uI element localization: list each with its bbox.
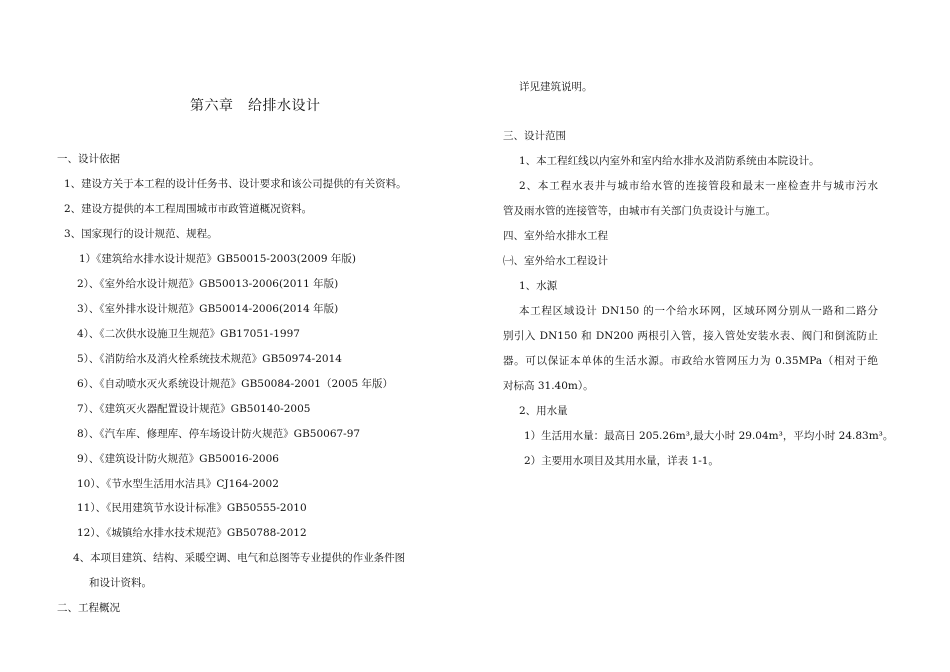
code-list-item: 10）、《节水型生活用水洁具》CJ164-2002 [77,478,279,490]
code-list-item: 11）、《民用建筑节水设计标准》GB50555-2010 [77,502,307,514]
design-basis-item-2: 2、建设方提供的本工程周围城市市政管道概况资料。 [64,203,313,215]
section-heading-project-overview: 二、工程概况 [57,602,120,614]
chapter-title: 第六章 给排水设计 [190,98,321,114]
code-list-item: 12）、《城镇给水排水技术规范》GB50788-2012 [77,527,307,539]
code-list-item: 1）《建筑给水排水设计规范》GB50015-2003(2009 年版) [79,253,356,265]
design-scope-item-2-cont: 管及雨水管的连接管等，由城市有关部门负责设计与施工。 [503,205,776,217]
section-heading-outdoor-water: 四、室外给水排水工程 [503,230,608,242]
code-list-item: 3）、《室外排水设计规范》GB50014-2006(2014 年版) [77,303,339,315]
design-scope-item-1: 1、本工程红线以内室外和室内给水排水及消防系统由本院设计。 [519,155,820,167]
design-basis-item-1: 1、建设方关于本工程的设计任务书、设计要求和该公司提供的有关资料。 [64,178,407,190]
water-source-paragraph: 别引入 DN150 和 DN200 两根引入管，接入管处安装水表、阀门和倒流防止 [503,330,878,342]
design-basis-item-4: 4、本项目建筑、结构、采暖空调、电气和总图等专业提供的作业条件图 [73,552,406,564]
code-list-item: 6）、《自动喷水灭火系统设计规范》GB50084-2001（2005 年版） [77,378,394,390]
design-scope-item-2: 2、本工程水表井与城市给水管的连接管段和最末一座检查井与城市污水 [519,180,878,192]
water-usage-item-1: 1）生活用水量：最高日 205.26m³,最大小时 29.04m³，平均小时 24.83m³。 [524,430,894,442]
see-architecture-note: 详见建筑说明。 [519,81,593,93]
section-heading-design-scope: 三、设计范围 [503,130,566,142]
code-list-item: 4）、《二次供水设施卫生规范》GB17051-1997 [77,328,300,340]
subsection-heading-water-supply: ㈠、室外给水工程设计 [503,255,608,267]
design-basis-item-3: 3、国家现行的设计规范、规程。 [64,228,218,240]
water-usage-item-2: 2）主要用水项目及其用水量，详表 1-1。 [524,455,719,467]
code-list-item: 2）、《室外给水设计规范》GB50013-2006(2011 年版) [77,278,339,290]
water-source-paragraph: 器。可以保证本单体的生活水源。市政给水管网压力为 0.35MPa（相对于绝 [503,355,878,367]
design-basis-item-4-cont: 和设计资料。 [89,577,152,589]
code-list-item: 8）、《汽车库、修理库、停车场设计防火规范》GB50067-97 [77,428,361,440]
code-list-item: 5）、《消防给水及消火栓系统技术规范》GB50974-2014 [77,353,342,365]
water-source-heading: 1、水源 [519,280,558,292]
section-heading-design-basis: 一、设计依据 [57,153,120,165]
code-list-item: 9）、《建筑设计防火规范》GB50016-2006 [77,453,279,465]
water-source-paragraph: 本工程区域设计 DN150 的一个给水环网，区域环网分别从一路和二路分 [519,305,878,317]
water-usage-heading: 2、用水量 [519,405,568,417]
code-list-item: 7）、《建筑灭火器配置设计规范》GB50140-2005 [77,403,311,415]
water-source-paragraph: 对标高 31.40m）。 [503,380,594,392]
